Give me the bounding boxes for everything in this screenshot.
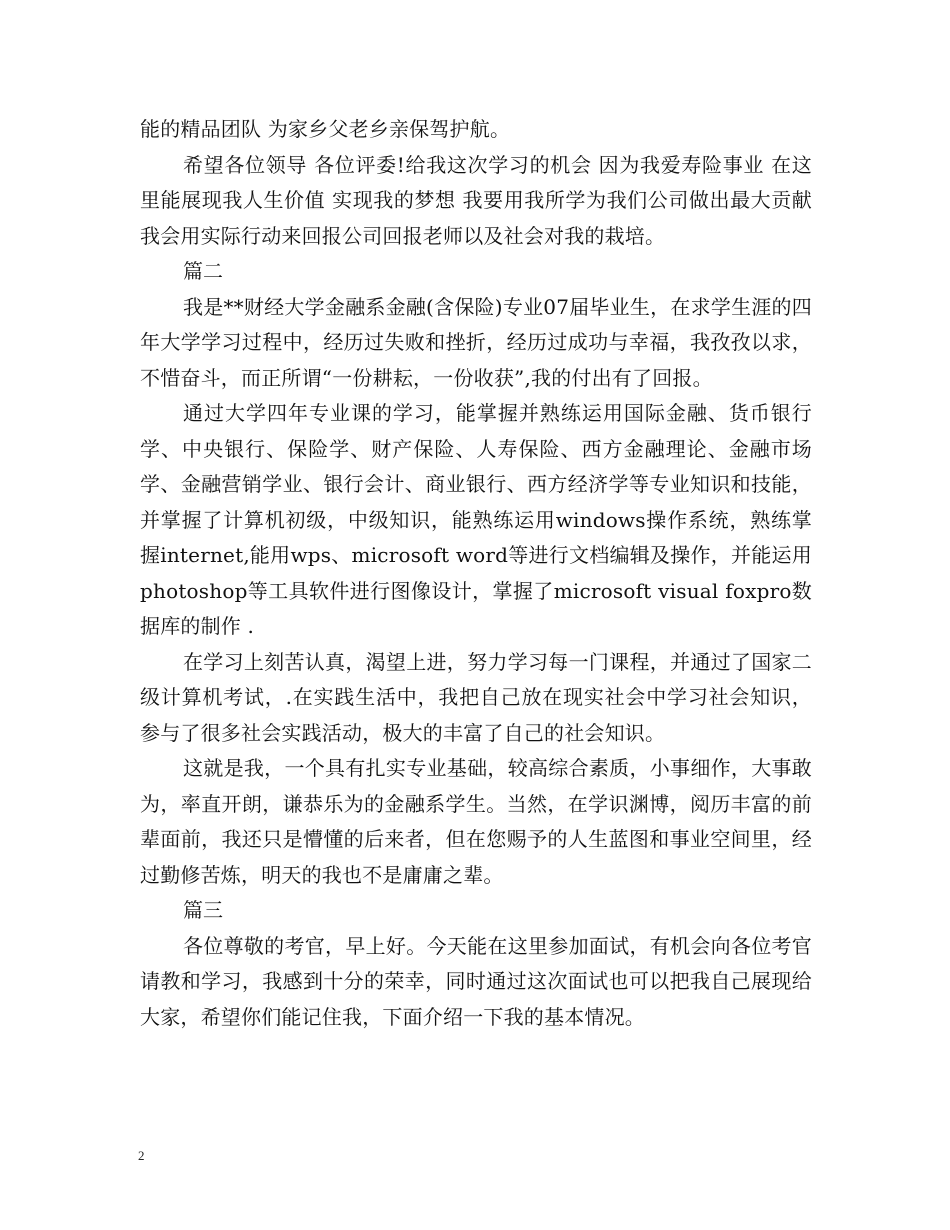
- section-heading-3: 篇三: [183, 898, 223, 922]
- document-body: [140, 112, 812, 1035]
- paragraph-continuation: 能的精品团队 为家乡父老乡亲保驾护航。: [140, 117, 511, 141]
- paragraph-summary: 这就是我，一个具有扎实专业基础，较高综合素质，小事细作，大事敢为，率直开朗，谦恭乐为的金融系学生。当然，在学识渊博，阅历丰富的前辈面前，我还只是懵懂的后来者，但在您赐予的人生蓝图和事业空间里，经过勤修苦炼，明天的我也不是庸庸之辈。: [140, 756, 812, 887]
- paragraph-greeting: 各位尊敬的考官，早上好。今天能在这里参加面试，有机会向各位考官请教和学习，我感到十分的荣幸，同时通过这次面试也可以把我自己展现给大家，希望你们能记住我，下面介绍一下我的基本情况。: [140, 933, 812, 1029]
- paragraph-study: 在学习上刻苦认真，渴望上进，努力学习每一门课程，并通过了国家二级计算机考试，.在实践生活中，我把自己放在现实社会中学习社会知识，参与了很多社会实践活动，极大的丰富了自己的社会知识。: [140, 649, 812, 745]
- page-number: 2: [138, 1148, 145, 1163]
- section-heading-2: 篇二: [183, 259, 223, 283]
- paragraph-hope: 希望各位领导 各位评委!给我这次学习的机会 因为我爱寿险事业 在这里能展现我人生价值 实现我的梦想 我要用我所学为我们公司做出最大贡献 我会用实际行动来回报公司回报老师以及社会对我的栽培。: [140, 152, 812, 248]
- paragraph-intro-graduate: 我是**财经大学金融系金融(含保险)专业07届毕业生，在求学生涯的四年大学学习过程中，经历过失败和挫折，经历过成功与幸福，我孜孜以求，不惜奋斗，而正所谓“一份耕耘，一份收获”,我的付出有了回报。: [140, 294, 812, 390]
- paragraph-skills: 通过大学四年专业课的学习，能掌握并熟练运用国际金融、货币银行学、中央银行、保险学、财产保险、人寿保险、西方金融理论、金融市场学、金融营销学业、银行会计、商业银行、西方经济学等专业知识和技能，并掌握了计算机初级，中级知识，能熟练运用windows操作系统，熟练掌握internet,能用wps、microsoft word等进行文档编辑及操作，并能运用photoshop等工具软件进行图像设计，掌握了microsoft visual foxpro数据库的制作 .: [140, 401, 812, 638]
